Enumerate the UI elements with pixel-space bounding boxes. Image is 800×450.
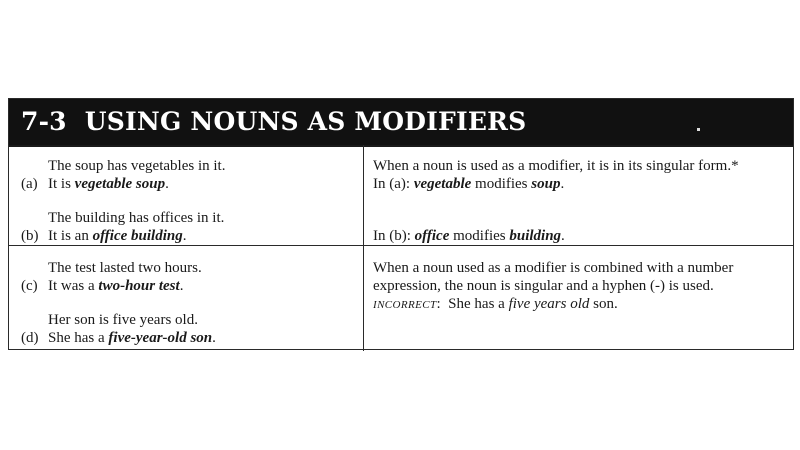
note-example-a: In (a): vegetable modifies soup. [373, 176, 565, 192]
example-sentence: It is vegetable soup. [48, 176, 169, 192]
example-label: (d) [21, 330, 39, 346]
chart-number: 7-3 [21, 107, 67, 136]
grammar-chart [8, 98, 794, 350]
column-divider [363, 145, 364, 351]
example-sentence: It is an office building. [48, 228, 187, 244]
chart-header [9, 99, 793, 145]
example-intro: The soup has vegetables in it. [48, 158, 226, 174]
example-intro: The test lasted two hours. [48, 260, 202, 276]
note-example-b: In (b): office modifies building. [373, 228, 565, 244]
example-label: (b) [21, 228, 39, 244]
note-text: When a noun is used as a modifier, it is in its singular form.* [373, 158, 739, 174]
example-label: (c) [21, 278, 38, 294]
example-emphasis: office building [92, 228, 183, 244]
example-intro: Her son is five years old. [48, 312, 198, 328]
example-emphasis: vegetable soup [74, 176, 166, 192]
example-sentence: She has a five-year-old son. [48, 330, 216, 346]
header-speck [697, 128, 700, 131]
example-label: (a) [21, 176, 38, 192]
example-sentence: It was a two-hour test. [48, 278, 184, 294]
example-emphasis: two-hour test [98, 278, 180, 294]
note-text: When a noun used as a modifier is combined with a number [373, 260, 734, 276]
note-incorrect: INCORRECT: She has a five years old son. [373, 296, 618, 312]
chart-title: USING NOUNS AS MODIFIERS [84, 107, 527, 136]
incorrect-label: INCORRECT [373, 299, 437, 311]
note-text: expression, the noun is singular and a hyphen (-) is used. [373, 278, 714, 294]
example-intro: The building has offices in it. [48, 210, 225, 226]
example-emphasis: five-year-old son [108, 330, 213, 346]
